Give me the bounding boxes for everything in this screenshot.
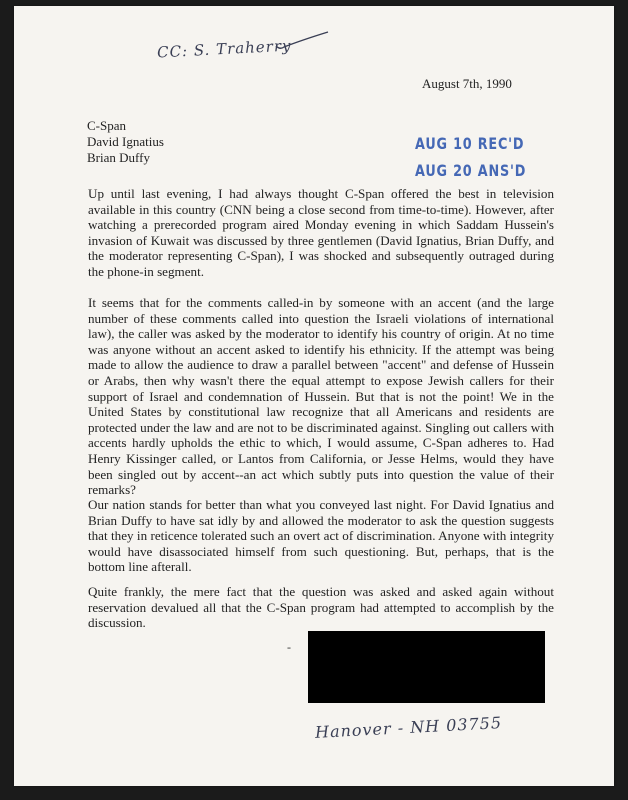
received-stamp: AUG 10 REC'D	[415, 134, 525, 153]
letter-date: August 7th, 1990	[422, 76, 512, 91]
body-paragraph: Up until last evening, I had always thought C-Span offered the best in television available in this country (CNN being a close second from time-to-time). However, after watching a prerecorded program aired Monday evening in which Saddam Hussein's invasion of Kuwait was discussed by three gentlemen (David Ignatius, Brian Duffy, and the moderator representing C-Span), I was shocked and subsequently outraged during the phone-in segment.	[88, 186, 554, 279]
recipient-block	[87, 118, 164, 166]
recipient-line: David Ignatius	[87, 134, 164, 149]
checkmark-icon	[274, 30, 330, 52]
redaction-box	[308, 631, 545, 703]
body-paragraph: Our nation stands for better than what you conveyed last night. For David Ignatius and Brian Duffy to have sat idly by and allowed the moderator to ask the question suggests that they in reticence tolerated such an overt act of discrimination. Anyone with integrity would have disassociated himself from such questioning. But, perhaps, that is the bottom line afterall.	[88, 497, 554, 575]
recipient-line: C-Span	[87, 118, 126, 133]
body-paragraph: Quite frankly, the mere fact that the question was asked and asked again without reservation devalued all that the C-Span program had attempted to accomplish by the discussion.	[88, 584, 554, 631]
recipient-line: Brian Duffy	[87, 150, 150, 165]
body-paragraph: It seems that for the comments called-in by someone with an accent (and the large number of these comments called into question the Israeli violations of international law), the caller was asked by the moderator to identify his country of origin. At no time was anyone without an accent asked to identify his ethnicity. If the attempt was being made to allow the audience to draw a parallel between "accent" and defense of Hussein or Arabs, then why wasn't there the equal attempt to expose Jewish callers for their support of Israel and condemnation of Hussein. But that is not the point! We in the United States by constitutional law recognize that all Americans and residents are protected under the law and are not to be discriminated against. Singling out callers with accents hardly upholds the ethic to which, I would assume, C-Span adheres to. Had Henry Kissinger called, or Lantos from California, or Jesse Helms, would they have been singled out by accent--an act which subtly puts into question the value of their remarks?	[88, 295, 554, 498]
handwritten-address: Hanover - NH 03755	[314, 713, 503, 742]
answered-stamp: AUG 20 ANS'D	[415, 161, 527, 180]
cc-handwritten-note: CC: S. Traherry	[156, 36, 292, 62]
signature-dash: -	[287, 640, 291, 654]
